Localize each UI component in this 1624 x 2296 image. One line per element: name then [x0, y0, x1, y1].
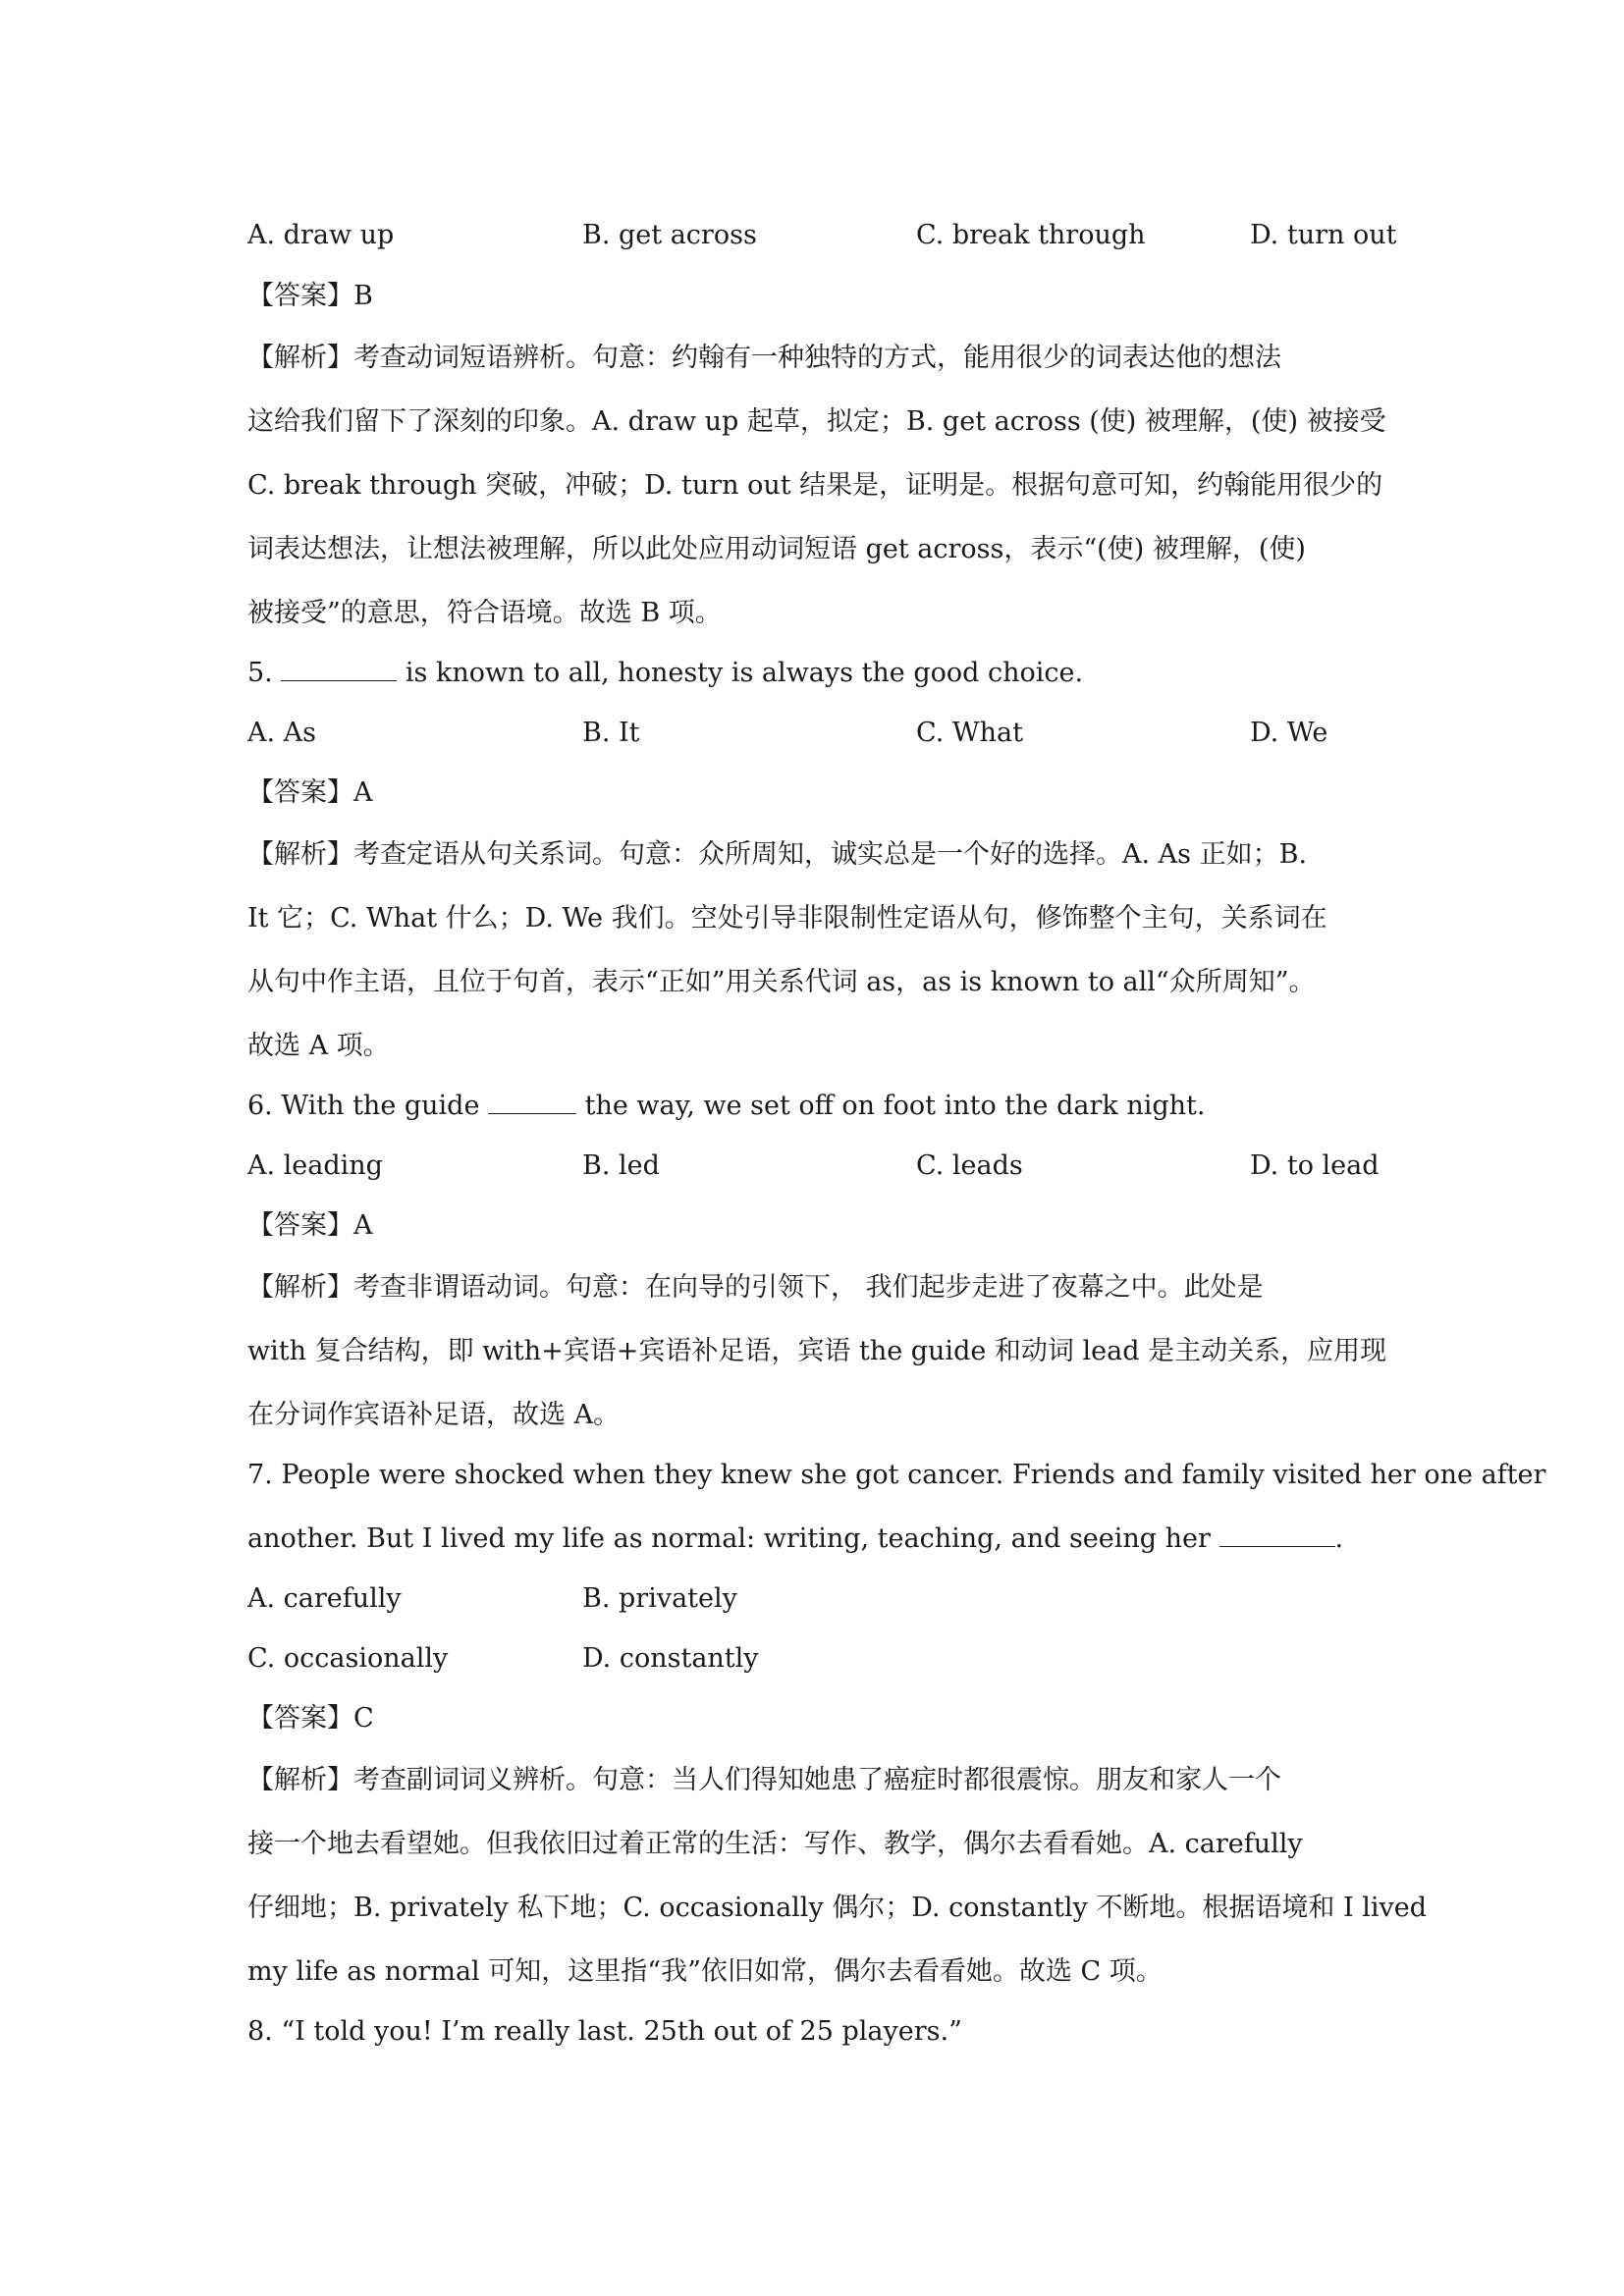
q7-stem-end: .: [1334, 1523, 1344, 1554]
q5-option-d: D. We: [1250, 718, 1328, 748]
q6-option-c: C. leads: [916, 1150, 1023, 1181]
q5-option-a: A. As: [247, 718, 317, 748]
q8-stem: 8. “I told you! I’m really last. 25th out of 25 players.”: [247, 2016, 962, 2047]
q4-analysis-line: 被接受”的意思，符合语境。故选 B 项。: [247, 598, 722, 628]
q5-blank: [281, 655, 397, 681]
q5-stem: [247, 654, 1386, 693]
q6-option-b: B. led: [582, 1150, 660, 1181]
q5-analysis-line: 【解析】考查定语从句关系词。句意：众所周知，诚实总是一个好的选择。A. As 正如；B.: [247, 839, 1308, 870]
q7-analysis-line: 仔细地；B. privately 私下地；C. occasionally 偶尔；D. constantly 不断地。根据语境和 I lived: [247, 1893, 1428, 1923]
q7-option-a: A. carefully: [247, 1583, 402, 1614]
q4-analysis-line: 词表达想法，让想法被理解，所以此处应用动词短语 get across，表示“(使) 被理解，(使): [247, 534, 1306, 564]
q7-stem-line: 7. People were shocked when they knew she got cancer. Friends and family visited her one after: [247, 1460, 1546, 1490]
q6-analysis-line: with 复合结构，即 with+宾语+宾语补足语，宾语 the guide 和动词 lead 是主动关系，应用现: [247, 1336, 1387, 1366]
q5-answer: 【答案】A: [247, 777, 373, 808]
q6-analysis-line: 【解析】考查非谓语动词。句意：在向导的引领下， 我们起步走进了夜幕之中。此处是: [247, 1272, 1264, 1303]
q4-option-a: A. draw up: [247, 220, 395, 250]
q4-option-c: C. break through: [916, 220, 1146, 250]
q7-blank: [1219, 1521, 1335, 1547]
q5-analysis-line: It 它；C. What 什么；D. We 我们。空处引导非限制性定语从句，修饰整个主句，关系词在: [247, 903, 1327, 934]
q7-option-d: D. constantly: [582, 1643, 759, 1674]
q7-option-b: B. privately: [582, 1583, 737, 1614]
q4-analysis-line: 这给我们留下了深刻的印象。A. draw up 起草，拟定；B. get across (使) 被理解，(使) 被接受: [247, 406, 1386, 437]
q7-answer: 【答案】C: [247, 1703, 374, 1734]
q7-stem-line: [247, 1520, 1386, 1559]
q5-stem-end: is known to all, honesty is always the good choice.: [397, 658, 1084, 688]
q6-option-d: D. to lead: [1250, 1150, 1380, 1181]
q6-stem-end: the way, we set off on foot into the dark night.: [576, 1091, 1206, 1121]
q5-analysis-line: 从句中作主语，且位于句首，表示“正如”用关系代词 as，as is known to all“众所周知”。: [247, 967, 1316, 997]
q6-stem-start: 6. With the guide: [247, 1091, 489, 1121]
q4-answer: 【答案】B: [247, 281, 373, 311]
q4-analysis-line: 【解析】考查动词短语辨析。句意：约翰有一种独特的方式，能用很少的词表达他的想法: [247, 343, 1281, 373]
q6-blank: [488, 1088, 576, 1114]
q4-analysis-line: C. break through 突破，冲破；D. turn out 结果是，证明是。根据句意可知，约翰能用很少的: [247, 470, 1383, 501]
q7-analysis-line: 接一个地去看望她。但我依旧过着正常的生活：写作、教学，偶尔去看看她。A. carefully: [247, 1829, 1303, 1859]
q5-option-b: B. It: [582, 718, 640, 748]
q5-analysis-line: 故选 A 项。: [247, 1031, 390, 1061]
q7-analysis-line: my life as normal 可知，这里指“我”依旧如常，偶尔去看看她。故选 C 项。: [247, 1956, 1163, 1987]
q4-option-d: D. turn out: [1250, 220, 1397, 250]
q7-stem-start: another. But I lived my life as normal: writing, teaching, and seeing her: [247, 1523, 1219, 1554]
q5-stem-start: 5.: [247, 658, 282, 688]
q6-answer: 【答案】A: [247, 1210, 373, 1241]
q4-option-b: B. get across: [582, 220, 757, 250]
q7-analysis-line: 【解析】考查副词词义辨析。句意：当人们得知她患了癌症时都很震惊。朋友和家人一个: [247, 1765, 1281, 1795]
q6-option-a: A. leading: [247, 1150, 383, 1181]
q7-option-c: C. occasionally: [247, 1643, 449, 1674]
q5-option-c: C. What: [916, 718, 1023, 748]
q6-analysis-line: 在分词作宾语补足语，故选 A。: [247, 1400, 621, 1430]
q6-stem: [247, 1087, 1386, 1126]
